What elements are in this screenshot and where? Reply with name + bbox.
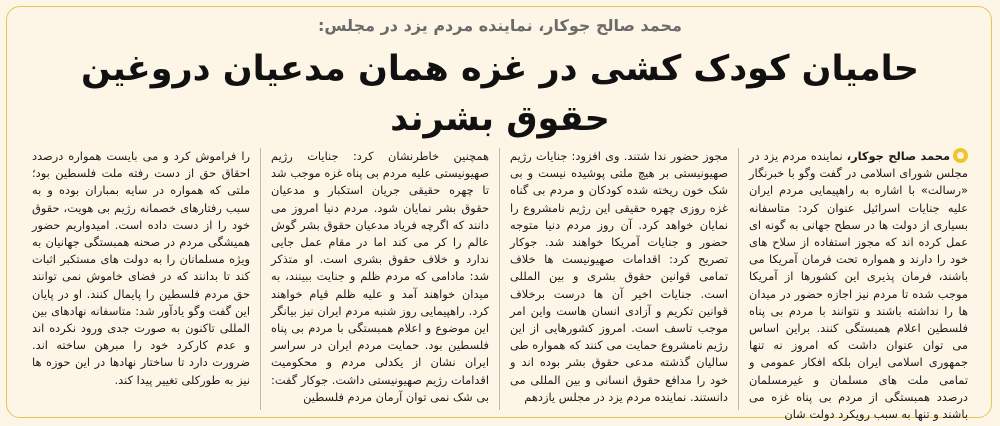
column-1-text: نماینده مردم یزد در مجلس شورای اسلامی در گفت وگو با خبرنگار «رسالت» با اشاره به راهپیمایی مردم ایران علیه جنایات اسرائیل عنوان کرد: متاسفانه بسیاری از دولت ها در سطح جهانی به گونه ای عمل کرده اند که مجوز استفاده از سلاح های خود را دارند و همواره تحت فرمان آمریکا می باشند، فرمان پذیری این کشورها از آمریکا موجب شده تا مردم نیز اجازه حضور در میدان ها را نداشته باشند و نتوانند با مردم بی پناه فلسطین اعلام همبستگی کنند. براین اساس می توان عنوان داشت که امروز نه تنها جمهوری اسلامی ایران بلکه افکار عمومی و تمامی ملت های مسلمان و غیرمسلمان درصدد همبستگی از مردم بی پناه غزه می باشند و تنها به سبب رویکرد دولت شان bbox=[749, 149, 968, 422]
body-column-1 bbox=[739, 148, 978, 422]
column-4-text: را فراموش کرد و می بایست همواره درصدد احقاق حق از دست رفته ملت فلسطین بود؛ ملتی که همواره در سایه بمباران بوده و به سبب رفتارهای خصمانه رژیم بی هویت، حقوق خود را از دست داده است. امیدواریم حضور همیشگی مردم در صحنه همبستگی جهانیان به ویژه مسلمانان را به دولت های مستکبر اثبات کند تا بدانند که در فضای خاموش نمی توانند حق مردم فلسطین را پایمال کنند. او در پایان این گفت وگو یادآور شد: متاسفانه نهادهای بین المللی تاکنون به صورت جدی ورود نکرده اند و عدم کارکرد خود را مبرهن ساخته اند. ضرورت دارد تا ساختار نهادها در این حوزه ها نیز به طورکلی تغییر پیدا کند. bbox=[32, 149, 250, 387]
body-column-3 bbox=[261, 148, 500, 410]
headline-line-2: حقوق بشرند bbox=[390, 99, 610, 139]
body-column-2 bbox=[500, 148, 739, 410]
column-2-text: مجوز حضور ندا شتند. وی افزود: جنایات رژیم صهیونیستی بر هیچ ملتی پوشیده نیست و بی شک خون ریخته شده کودکان و مردم بی گناه غزه روزی چهره حقیقی این رژیم نامشروع را نمایان خواهد کرد. آن روز مردم دنیا متوجه حضور و جنایات آمریکا خواهند شد. جوکار تصریح کرد: اقدامات صهیونیست ها خلاف تمامی قوانین حقوق بشری و بین المللی است. جنایات اخیر آن ها درست برخلاف قوانین تکریم و آزادی انسان هاست واین امر موجب تاسف است. امروز کشورهایی از این رژیم نامشروع حمایت می کنند که همواره طی سالیان گذشته مدعی حقوق بشر بوده اند و خود را مدافع حقوق انسانی و بین المللی می دانستند. نماینده مردم یزد در مجلس یازدهم bbox=[510, 149, 728, 404]
article-kicker: محمد صالح جوکار، نماینده مردم یزد در مجلس: bbox=[318, 16, 682, 35]
headline-line-1: حامیان کودک کشی در غزه همان مدعیان دروغین bbox=[81, 49, 919, 89]
lead-name: محمد صالح جوکار، bbox=[846, 149, 950, 163]
column-3-text: همچنین خاطرنشان کرد: جنایات رژیم صهیونیستی علیه مردم بی پناه غزه موجب شد تا چهره حقیقی جریان استکبار و مدعیان حقوق بشر نمایان شود. مردم دنیا امروز می دانند که اگرچه فریاد مدعیان حقوق بشر گوش عالم را کر می کند اما در مقام عمل جایی ندارد و خلاف حقوق بشری است. او متذکر شد: مادامی که مردم ظلم و جنایت ببینند، به میدان خواهند آمد و علیه ظلم قیام خواهند کرد. راهپیمایی روز شنبه مردم ایران نیز بیانگر این موضوع و اعلام همبستگی با مردم بی پناه فلسطین بود. حمایت مردم ایران در سراسر ایران نشان از یکدلی مردم و محکومیت اقدامات رژیم صهیونیستی داشت. جوکار گفت: بی شک نمی توان آرمان مردم فلسطین bbox=[271, 149, 489, 404]
body-column-4 bbox=[22, 148, 261, 410]
article-body bbox=[20, 148, 978, 422]
publication-badge-icon bbox=[953, 148, 968, 163]
article-headline bbox=[0, 44, 1000, 144]
